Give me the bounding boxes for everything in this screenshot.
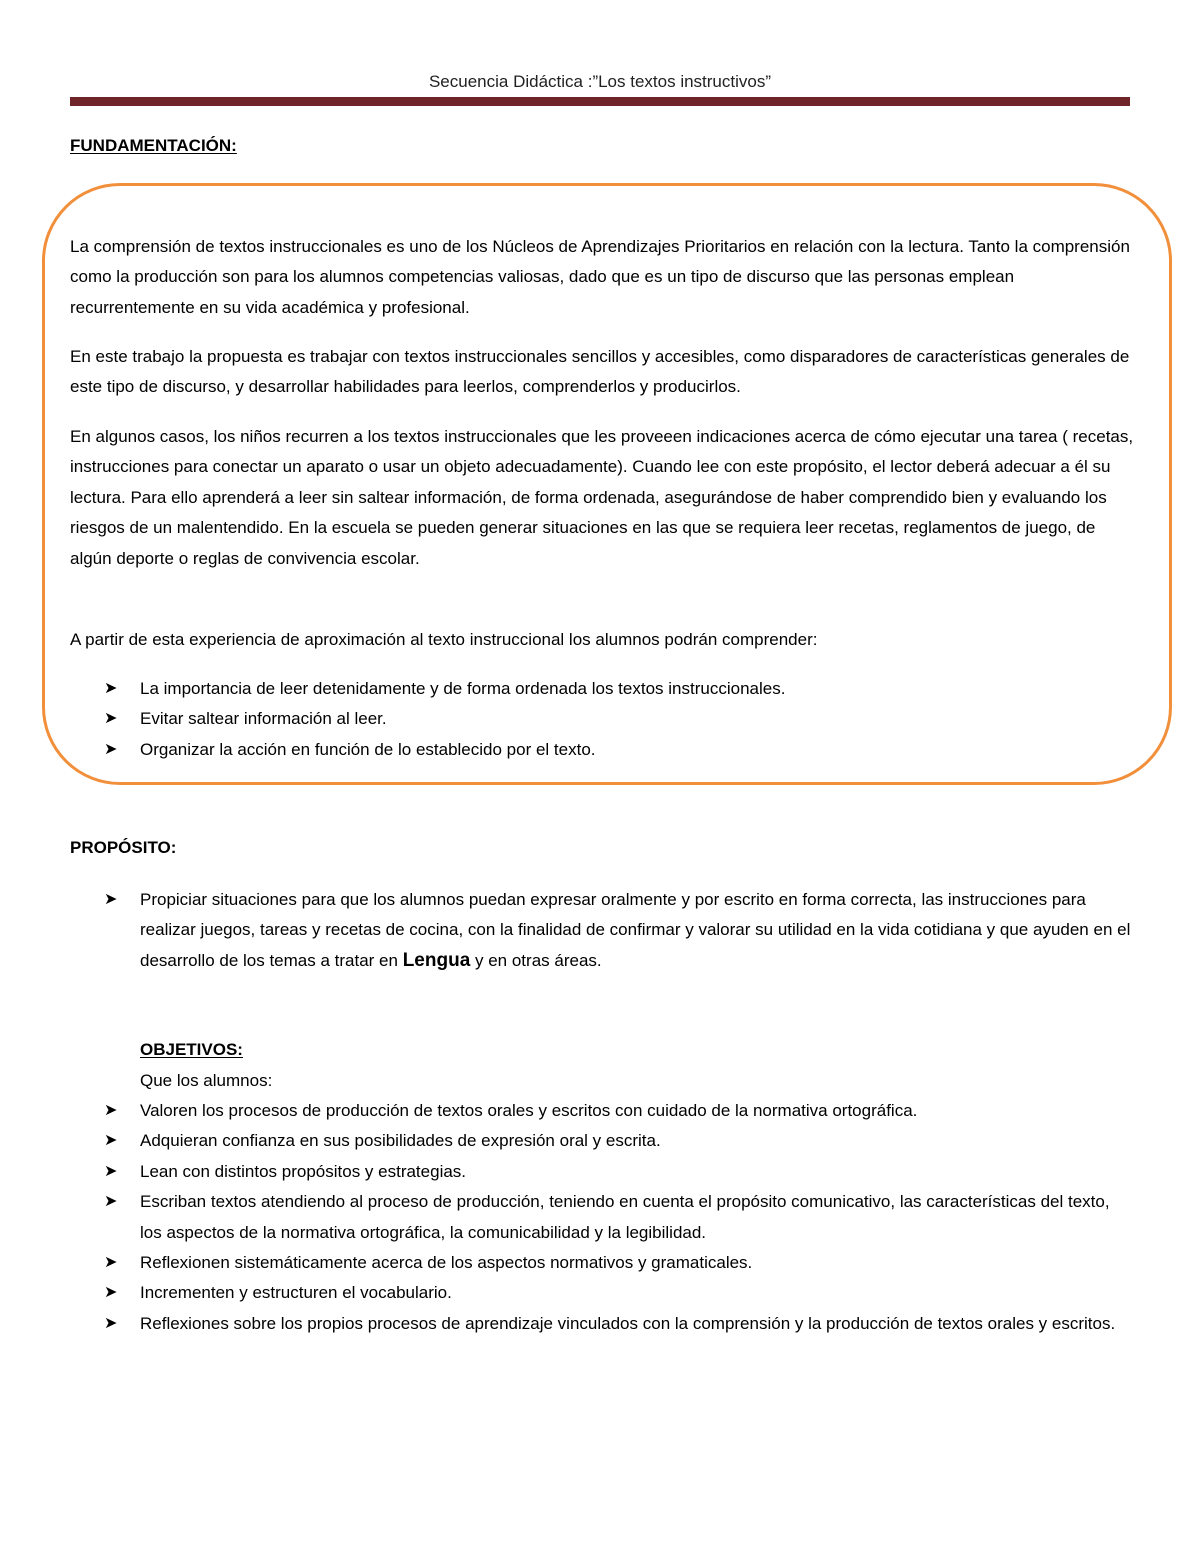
arrowhead-bullet-icon: ➤ bbox=[104, 680, 118, 697]
list-item bbox=[102, 1187, 1132, 1248]
arrowhead-bullet-icon: ➤ bbox=[104, 1193, 118, 1211]
objetivos-bullet-list bbox=[102, 1096, 1132, 1339]
fundamentacion-paragraph-2: En este trabajo la propuesta es trabajar con textos instruccionales sencillos y accesibles, como disparadores de características generales de este tipo de discurso, y desarrollar habilidades para leerlos, comprenderlos y producirlos. bbox=[70, 347, 1130, 397]
list-item bbox=[102, 1157, 1132, 1187]
list-item-text: Valoren los procesos de producción de textos orales y escritos con cuidado de la normativa ortográfica. bbox=[140, 1101, 918, 1120]
list-item-text: Reflexionen sistemáticamente acerca de los aspectos normativos y gramaticales. bbox=[140, 1253, 753, 1273]
proposito-bullet-list bbox=[102, 885, 1132, 976]
arrowhead-bullet-icon: ➤ bbox=[104, 1132, 118, 1150]
fundamentacion-heading: FUNDAMENTACIÓN: bbox=[70, 136, 237, 155]
objetivos-intro: Que los alumnos: bbox=[140, 1071, 273, 1090]
list-item bbox=[102, 1309, 1132, 1339]
arrowhead-bullet-icon: ➤ bbox=[104, 1102, 118, 1119]
arrowhead-bullet-icon: ➤ bbox=[104, 891, 118, 908]
arrowhead-bullet-icon: ➤ bbox=[104, 710, 118, 728]
fundamentacion-paragraph-3: En algunos casos, los niños recurren a los textos instruccionales que les proveeen indicaciones acerca de cómo ejecutar una tarea ( recetas, instrucciones para conectar un aparato o usar un objeto adecuadamente). Cuando lee con este propósito, el lector deberá adecuar a él su lectura. Para ello aprenderá a leer sin saltear información, de forma ordenada, asegurándose de haber comprendido bien y evaluando los riesgos de un malentendido. En la escuela se pueden generar situaciones en las que se requiera leer recetas, reglamentos de juego, de algún deporte o reglas de convivencia escolar. bbox=[70, 427, 1134, 568]
list-item bbox=[102, 704, 1132, 734]
list-item-text: Reflexiones sobre los propios procesos de aprendizaje vinculados con la comprensión y la producción de textos orales y escritos. bbox=[140, 1313, 1116, 1333]
list-item bbox=[102, 885, 1132, 976]
arrowhead-bullet-icon: ➤ bbox=[104, 740, 118, 758]
proposito-emphasis-lengua: Lengua bbox=[402, 949, 471, 971]
list-item-text: Adquieran confianza en sus posibilidades de expresión oral y escrita. bbox=[140, 1131, 661, 1151]
list-item-text: Incrementen y estructuren el vocabulario. bbox=[140, 1283, 452, 1303]
list-item bbox=[102, 674, 1132, 704]
list-item-text: Lean con distintos propósitos y estrategias. bbox=[140, 1161, 467, 1181]
list-item-text: La importancia de leer detenidamente y de forma ordenada los textos instruccionales. bbox=[140, 679, 786, 698]
fundamentacion-paragraph-1: La comprensión de textos instruccionales es uno de los Núcleos de Aprendizajes Prioritarios en relación con la lectura. Tanto la comprensión como la producción son para los alumnos competencias valiosas, dado que es un tipo de discurso que las personas emplean recurrentemente en su vida académica y profesional. bbox=[70, 237, 1130, 317]
arrowhead-bullet-icon: ➤ bbox=[104, 1254, 118, 1272]
proposito-heading: PROPÓSITO: bbox=[70, 838, 177, 857]
objetivos-heading: OBJETIVOS: bbox=[140, 1040, 243, 1059]
list-item-text: Evitar saltear información al leer. bbox=[140, 709, 387, 729]
arrowhead-bullet-icon: ➤ bbox=[104, 1162, 118, 1180]
list-item bbox=[102, 735, 1132, 765]
list-item bbox=[102, 1278, 1132, 1308]
list-item bbox=[102, 1248, 1132, 1278]
arrowhead-bullet-icon: ➤ bbox=[104, 1314, 118, 1332]
proposito-text-after: y en otras áreas. bbox=[475, 950, 602, 970]
arrowhead-bullet-icon: ➤ bbox=[104, 1284, 118, 1302]
list-item bbox=[102, 1126, 1132, 1156]
fundamentacion-bullet-list bbox=[102, 674, 1132, 765]
list-item-text: Escriban textos atendiendo al proceso de producción, teniendo en cuenta el propósito comunicativo, las características del texto, los aspectos de la normativa ortográfica, la comunicabilidad y la legibilidad. bbox=[140, 1192, 1110, 1242]
fundamentacion-paragraph-4: A partir de esta experiencia de aproximación al texto instruccional los alumnos podrán comprender: bbox=[70, 630, 818, 649]
document-header-title: Secuencia Didáctica :”Los textos instructivos” bbox=[428, 72, 772, 91]
list-item bbox=[102, 1096, 1132, 1126]
list-item-text: Organizar la acción en función de lo establecido por el texto. bbox=[140, 739, 596, 759]
proposito-text-before: Propiciar situaciones para que los alumnos puedan expresar oralmente y por escrito en forma correcta, las instrucciones para realizar juegos, tareas y recetas de cocina, con la finalidad de confirmar y valorar su utilidad en la vida cotidiana y que ayuden en el desarrollo de los temas a tratar en bbox=[140, 890, 1131, 970]
header-rule bbox=[70, 97, 1130, 106]
